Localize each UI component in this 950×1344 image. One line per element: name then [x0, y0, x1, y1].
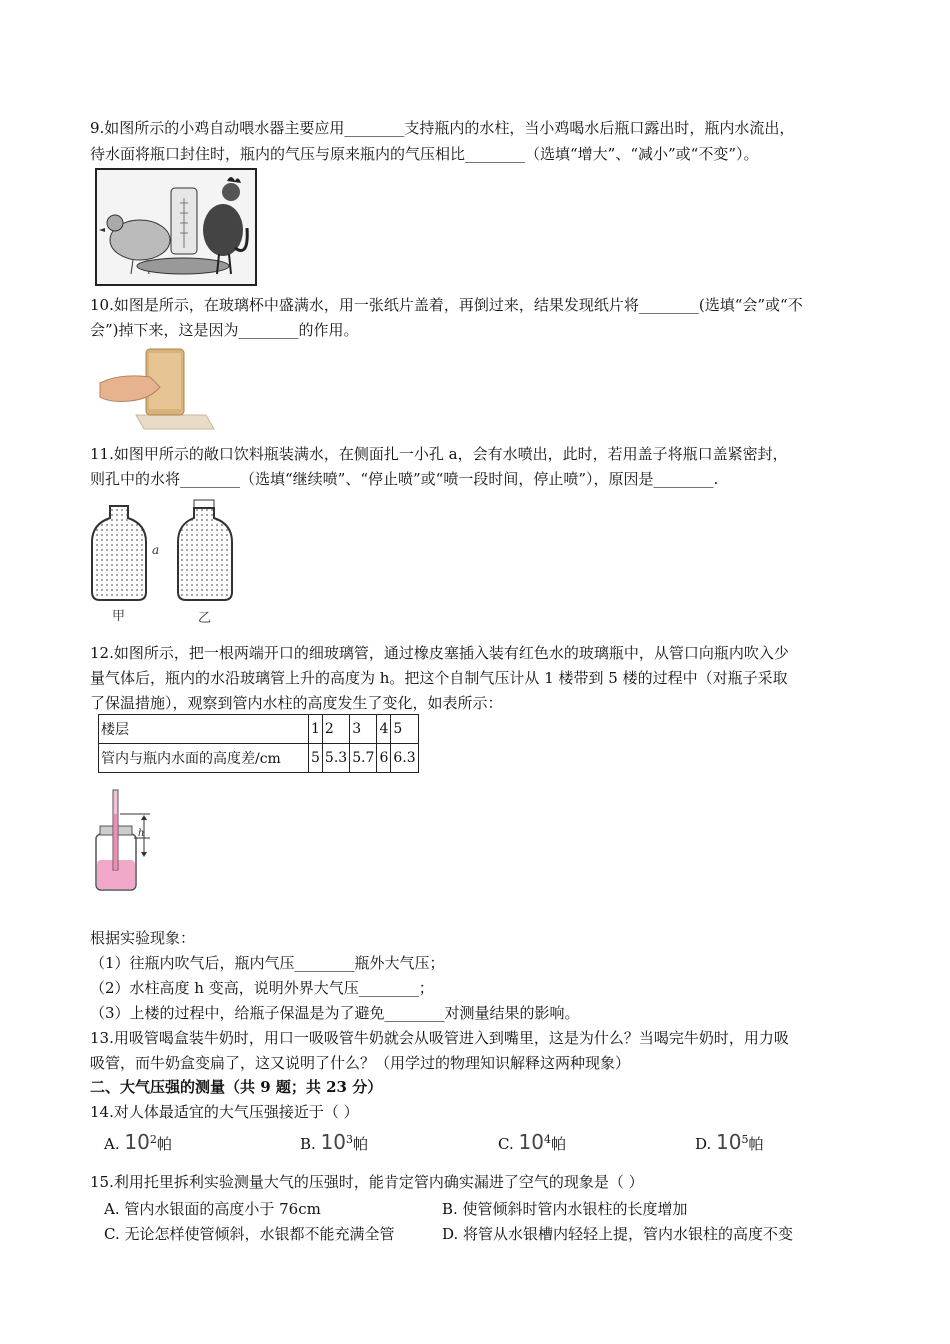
option-base: 10	[518, 1130, 544, 1154]
table-cell: 5	[391, 715, 418, 744]
q10-line-2: 会”)掉下来，这是因为________的作用。	[90, 321, 359, 339]
q11-line-1: 11.如图甲所示的敞口饮料瓶装满水，在侧面扎一小孔 a，会有水喷出，此时，若用盖子将瓶口盖紧密封，	[90, 445, 788, 463]
q13-line-1: 13.用吸管喝盒装牛奶时，用口一吸吸管牛奶就会从吸管进入到嘴里，这是为什么？当喝完牛奶时，用力吸	[90, 1029, 789, 1047]
chicken-waterer-figure	[95, 168, 257, 286]
option-label: B.	[300, 1135, 316, 1153]
q14-option-a[interactable]	[104, 1130, 172, 1154]
q9-line-2: 待水面将瓶口封住时，瓶内的气压与原来瓶内的气压相比________（选填“增大”、“减小”或“不变”）。	[90, 145, 759, 163]
q12-prompt: 根据实验现象：	[90, 929, 196, 947]
q15-option-a[interactable]: A. 管内水银面的高度小于 76cm	[104, 1200, 321, 1218]
table-cell: 5.7	[350, 744, 377, 773]
table-cell: 1	[309, 715, 323, 744]
q12-line-2: 量气体后，瓶内的水沿玻璃管上升的高度为 h。把这个自制气压计从 1 楼带到 5 楼的过程中（对瓶子采取	[90, 669, 788, 687]
option-exponent: 4	[543, 1133, 551, 1146]
option-exponent: 5	[741, 1133, 749, 1146]
option-base: 10	[716, 1130, 742, 1154]
option-base: 10	[124, 1130, 150, 1154]
q14-option-b[interactable]	[300, 1130, 368, 1154]
q12-line-3: 了保温措施），观察到管内水柱的高度发生了变化，如表所示：	[90, 694, 503, 712]
q15-option-d[interactable]: D. 将管从水银槽内轻轻上提，管内水银柱的高度不变	[442, 1225, 794, 1243]
table-cell: 楼层	[99, 715, 309, 744]
q15-option-b[interactable]: B. 使管倾斜时管内水银柱的长度增加	[442, 1200, 688, 1218]
q13-line-2: 吸管，而牛奶盒变扁了，这又说明了什么？（用学过的物理知识解释这两种现象）	[90, 1054, 631, 1072]
table-cell: 6.3	[391, 744, 418, 773]
q12-sub-2: （2）水柱高度 h 变高，说明外界大气压________；	[90, 979, 434, 997]
q11-line-2: 则孔中的水将________（选填“继续喷”、“停止喷”或“喷一段时间，停止喷”），原因是________.	[90, 470, 719, 488]
option-label: D.	[695, 1135, 712, 1153]
table-cell: 2	[322, 715, 349, 744]
table-row	[99, 744, 419, 773]
fig-label-yi: 乙	[198, 611, 212, 626]
section-heading: 二、大气压强的测量（共 9 题；共 23 分）	[90, 1078, 383, 1096]
q14-option-d[interactable]	[695, 1130, 764, 1154]
option-unit: 帕	[353, 1135, 369, 1153]
q14-stem: 14.对人体最适宜的大气压强接近于（ ）	[90, 1103, 359, 1121]
q12-sub-3: （3）上楼的过程中，给瓶子保温是为了避免________对测量结果的影响。	[90, 1004, 580, 1022]
floor-height-table	[98, 714, 419, 773]
inverted-glass-figure	[96, 345, 216, 433]
q12-line-1: 12.如图所示，把一根两端开口的细玻璃管，通过橡皮塞插入装有红色水的玻璃瓶中，从管口向瓶内吹入少	[90, 644, 789, 662]
table-cell: 5	[309, 744, 323, 773]
bottles-figure	[90, 498, 250, 626]
option-unit: 帕	[550, 1135, 566, 1153]
table-cell: 5.3	[322, 744, 349, 773]
q9-line-1: 9.如图所示的小鸡自动喂水器主要应用________支持瓶内的水柱，当小鸡喝水后瓶口露出时，瓶内水流出，	[90, 119, 795, 137]
table-cell: 3	[350, 715, 377, 744]
q14-option-c[interactable]	[498, 1130, 566, 1154]
q10-line-1: 10.如图是所示，在玻璃杯中盛满水，用一张纸片盖着，再倒过来，结果发现纸片将________(选填“会”或“不	[90, 296, 803, 314]
option-base: 10	[320, 1130, 347, 1154]
option-unit: 帕	[748, 1135, 764, 1153]
h-label: h	[138, 828, 145, 839]
q12-sub-1: （1）往瓶内吹气后，瓶内气压________瓶外大气压；	[90, 954, 445, 972]
table-row	[99, 715, 419, 744]
hole-label: a	[152, 543, 160, 557]
table-cell: 4	[377, 715, 391, 744]
table-cell: 管内与瓶内水面的高度差/cm	[99, 744, 309, 773]
option-label: C.	[498, 1135, 514, 1153]
option-label: A.	[104, 1135, 120, 1153]
option-exponent: 3	[346, 1133, 354, 1146]
option-exponent: 2	[149, 1133, 157, 1146]
q15-option-c[interactable]: C. 无论怎样使管倾斜，水银都不能充满全管	[104, 1225, 395, 1243]
option-unit: 帕	[156, 1135, 172, 1153]
q15-stem: 15.利用托里拆利实验测量大气的压强时，能肯定管内确实漏进了空气的现象是（ ）	[90, 1173, 644, 1191]
table-cell: 6	[377, 744, 391, 773]
fig-label-jia: 甲	[112, 609, 126, 624]
homemade-barometer-figure	[94, 788, 158, 894]
